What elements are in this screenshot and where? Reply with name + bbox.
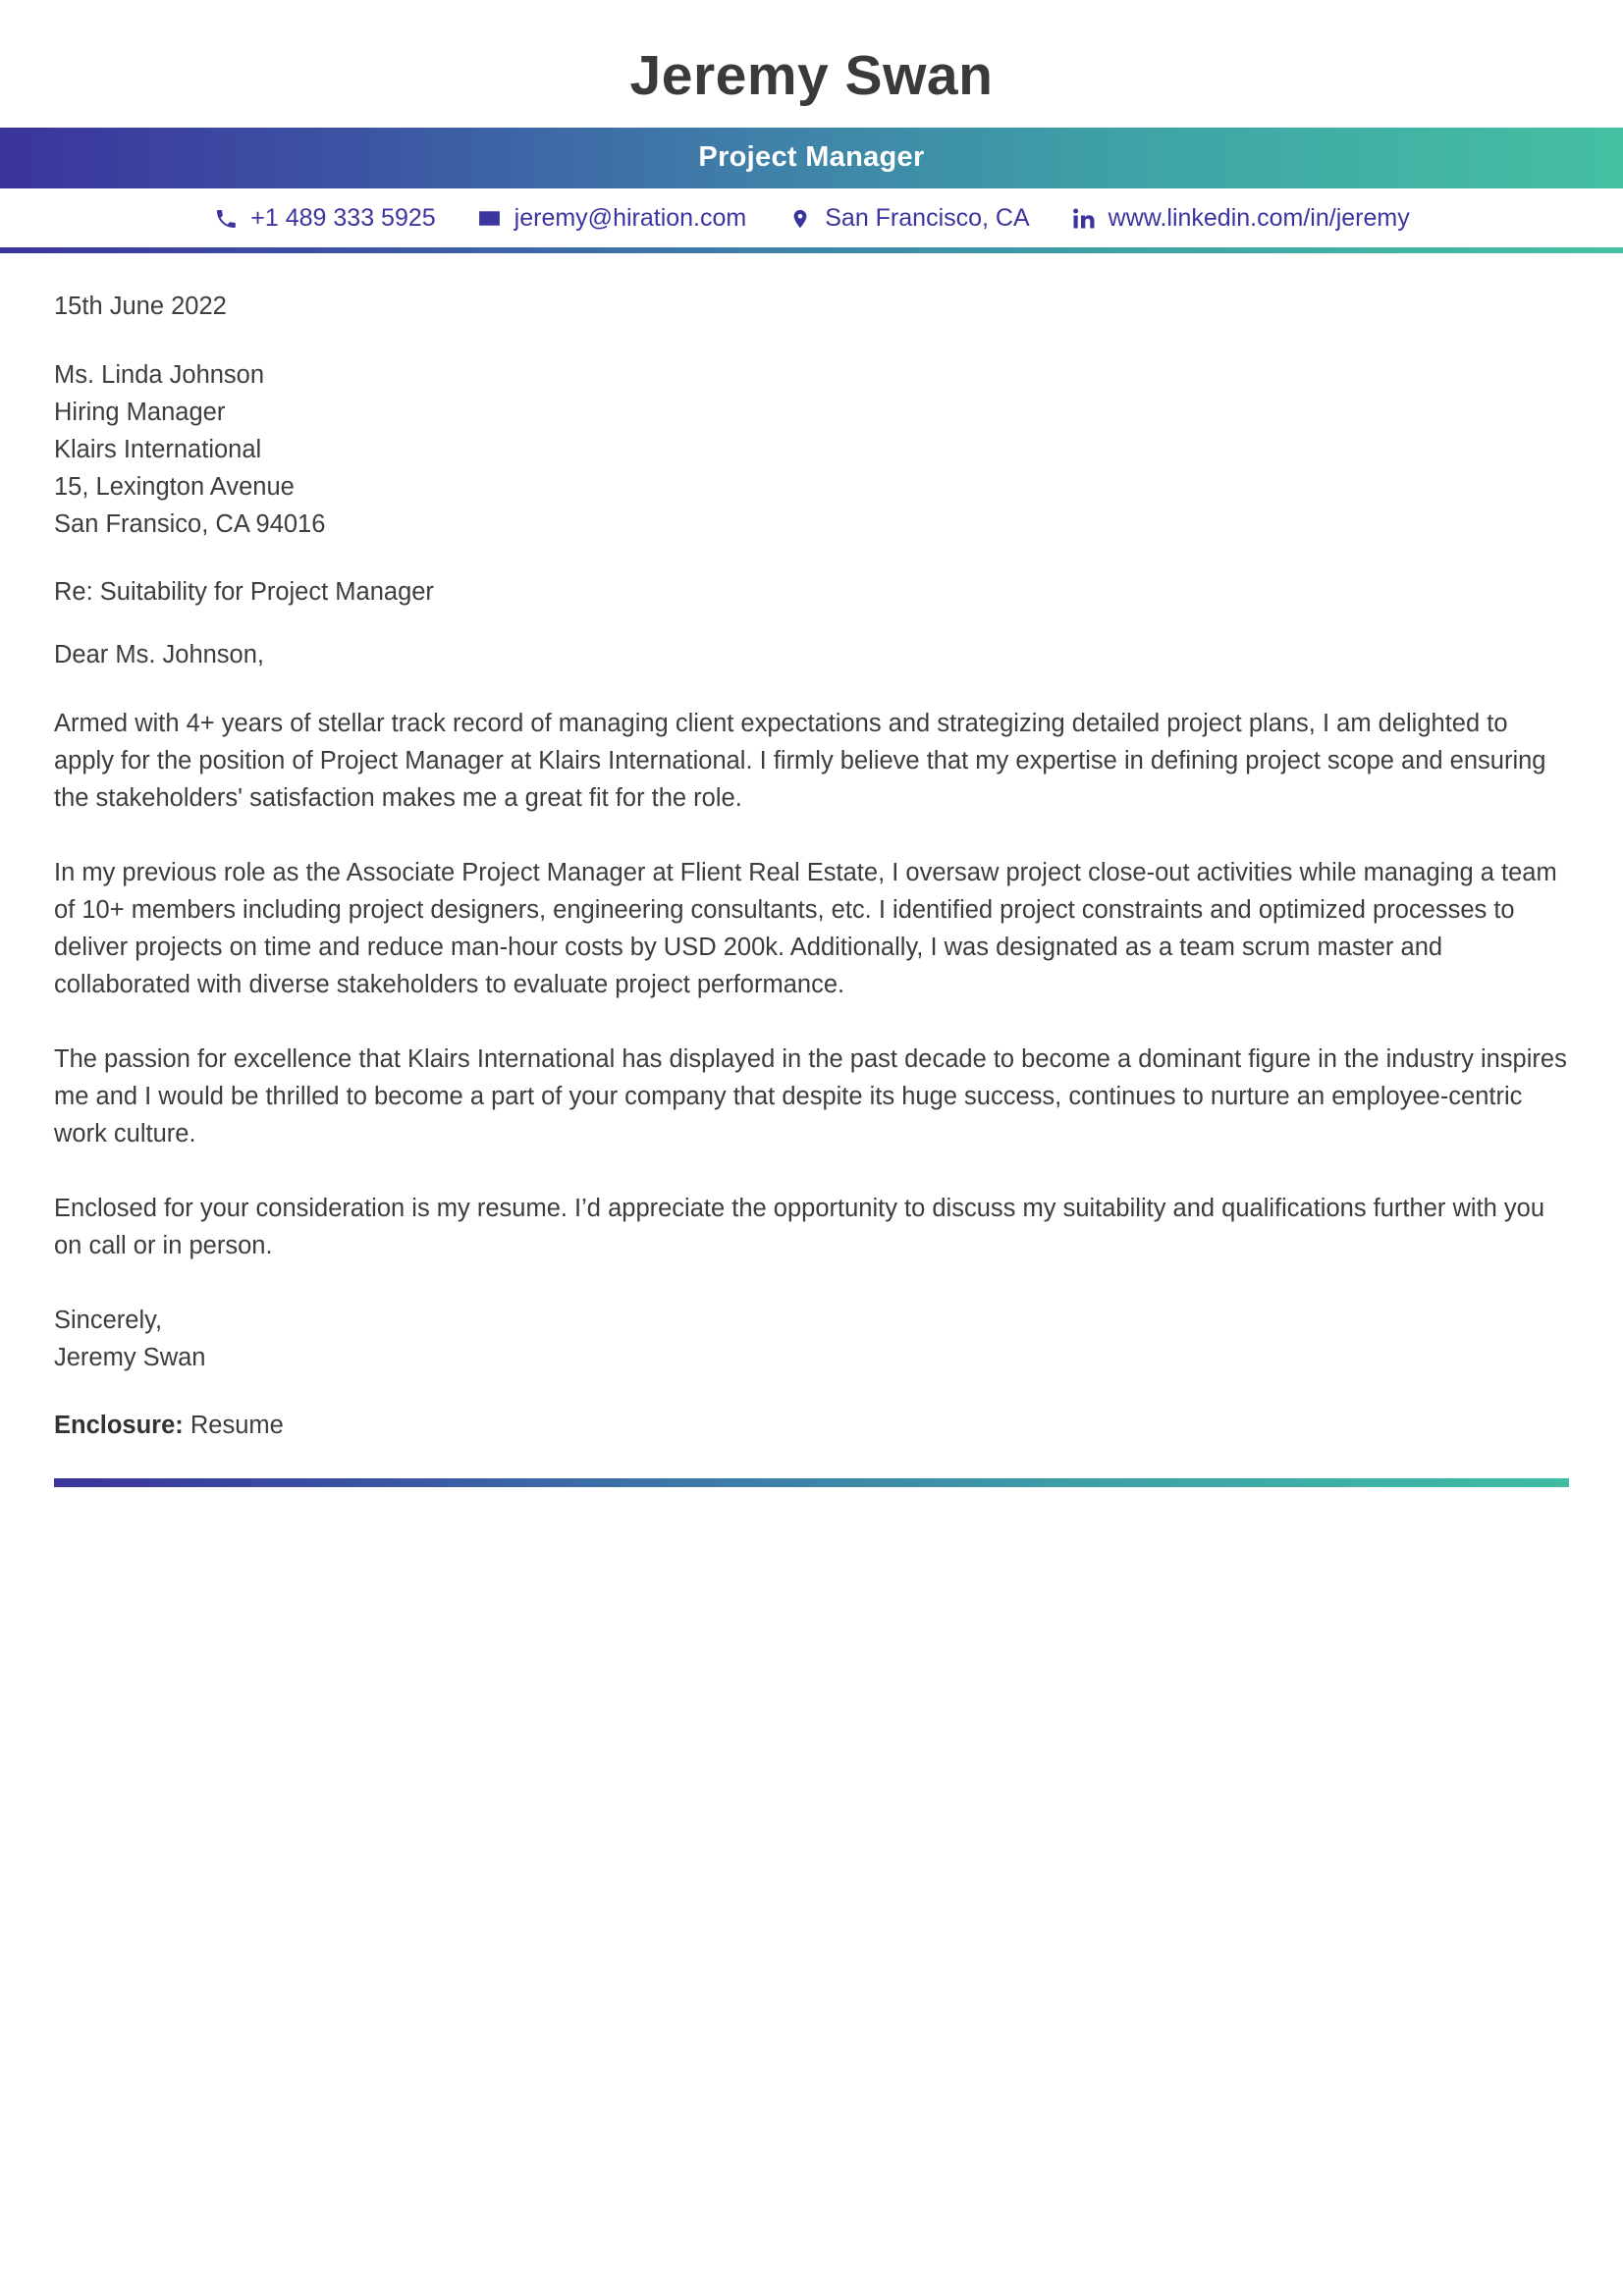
recipient-line: Hiring Manager	[54, 399, 226, 427]
body-paragraph-4: Enclosed for your consideration is my resume. I’d appreciate the opportunity to discuss my suitability and qualifications further with you on call or in person.	[54, 1195, 1544, 1260]
spacer	[54, 817, 1569, 854]
body-paragraph-3: The passion for excellence that Klairs International has displayed in the past decade to become a dominant figure in the industry inspires me and I would be thrilled to become a part of your company that despite its huge success, continues to nurture an employee-centric work culture.	[54, 1045, 1567, 1148]
letter-date: 15th June 2022	[54, 292, 227, 320]
linkedin-icon	[1071, 206, 1097, 232]
spacer	[54, 1152, 1569, 1190]
signature-name: Jeremy Swan	[54, 1344, 206, 1372]
contact-phone[interactable]	[213, 206, 435, 232]
enclosure-line	[54, 1414, 1569, 1439]
contact-location[interactable]	[787, 206, 1029, 232]
contact-email[interactable]	[477, 206, 747, 232]
recipient-line: Klairs International	[54, 436, 262, 464]
location-pin-icon	[787, 206, 813, 232]
enclosure-value: Resume	[189, 1412, 284, 1440]
closing-block	[54, 1302, 1569, 1376]
recipient-line: San Fransico, CA 94016	[54, 510, 326, 539]
job-title-band	[0, 128, 1623, 188]
letter-header	[0, 0, 1623, 253]
recipient-line: 15, Lexington Avenue	[54, 473, 295, 502]
spacer	[54, 543, 1569, 580]
contact-location-text: San Francisco, CA	[825, 204, 1030, 233]
spacer	[54, 667, 1569, 705]
closing-salutation: Sincerely,	[54, 1307, 163, 1335]
contact-linkedin-text: www.linkedin.com/in/jeremy	[1108, 204, 1410, 233]
letter-body	[0, 253, 1623, 1439]
spacer	[54, 319, 1569, 356]
spacer	[54, 606, 1569, 643]
phone-icon	[213, 206, 239, 232]
spacer	[54, 1264, 1569, 1302]
body-paragraph-2: In my previous role as the Associate Project Manager at Flient Real Estate, I oversaw project close-out activities while managing a team of 10+ members including project designers, engineering consultants, etc. I identified project constraints and optimized processes to deliver projects on time and reduce man-hour costs by USD 200k. Additionally, I was designated as a team scrum master and collaborated with diverse stakeholders to evaluate project performance.	[54, 859, 1557, 999]
contact-phone-text: +1 489 333 5925	[250, 204, 436, 233]
candidate-name: Jeremy Swan	[629, 44, 994, 107]
footer-divider-rule	[54, 1478, 1569, 1487]
body-paragraph-1: Armed with 4+ years of stellar track record of managing client expectations and strategizing detailed project plans, I am delighted to apply for the position of Project Manager at Klairs International. I firmly believe that my expertise in defining project scope and ensuring the stakeholders' satisfaction makes me a great fit for the role.	[54, 710, 1546, 813]
job-title: Project Manager	[698, 141, 925, 174]
recipient-address-block	[54, 356, 1569, 543]
recipient-line: Ms. Linda Johnson	[54, 361, 265, 390]
enclosure-label: Enclosure:	[54, 1412, 190, 1440]
spacer	[54, 1003, 1569, 1041]
name-block	[0, 0, 1623, 128]
salutation: Dear Ms. Johnson,	[54, 640, 265, 668]
spacer	[54, 1376, 1569, 1414]
contact-email-text: jeremy@hiration.com	[514, 204, 747, 233]
subject-line: Re: Suitability for Project Manager	[54, 578, 434, 607]
envelope-icon	[477, 206, 503, 232]
contact-row	[0, 188, 1623, 247]
contact-linkedin[interactable]	[1071, 206, 1410, 232]
